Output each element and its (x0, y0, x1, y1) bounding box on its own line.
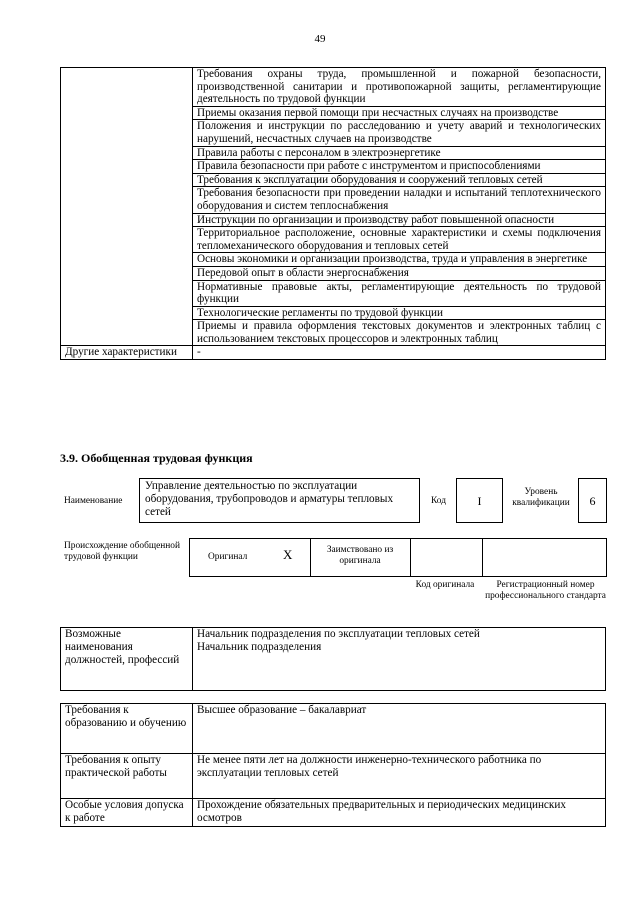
function-name-value: Управление деятельностью по эксплуатации оборудования, трубопроводов и арматуры тепловых сетей (139, 478, 420, 523)
name-label: Наименование (64, 496, 123, 506)
knowledge-item: Правила безопасности при работе с инструментом и приспособлениями (193, 160, 606, 174)
origin-box (189, 538, 607, 577)
positions-label: Возможные наименования должностей, профессий (61, 628, 193, 691)
position-item: Начальник подразделения по эксплуатации тепловых сетей (197, 628, 480, 640)
knowledge-label-cell (61, 68, 193, 346)
origin-code-cell (410, 539, 483, 576)
knowledge-item: Нормативные правовые акты, регламентирующие деятельность по трудовой функции (193, 280, 606, 306)
other-characteristics-value: - (193, 346, 606, 360)
knowledge-item: Инструкции по организации и производству работ повышенной опасности (193, 213, 606, 227)
knowledge-item: Приемы и правила оформления текстовых документов и электронных таблиц с использованием текстовых процессоров и электронных таблиц (193, 320, 606, 346)
requirement-label: Требования к образованию и обучению (61, 704, 193, 754)
knowledge-item: Требования к эксплуатации оборудования и сооружений тепловых сетей (193, 173, 606, 187)
other-characteristics-label: Другие характеристики (61, 346, 193, 360)
borrowed-label: Заимствовано из оригинала (326, 545, 394, 566)
knowledge-item: Технологические регламенты по трудовой функции (193, 306, 606, 320)
code-label: Код (431, 496, 446, 506)
positions-table (60, 627, 606, 691)
knowledge-item: Требования охраны труда, промышленной и пожарной безопасности, производственной санитарии и противопожарной защиты, регламентирующие деятельность по трудовой функции (193, 68, 606, 107)
knowledge-item: Передовой опыт в области энергоснабжения (193, 266, 606, 280)
origin-label: Происхождение обобщенной трудовой функции (64, 541, 180, 562)
section-title: 3.9. Обобщенная трудовая функция (60, 451, 253, 465)
requirement-label: Требования к опыту практической работы (61, 754, 193, 799)
positions-values (193, 628, 606, 691)
knowledge-item: Основы экономики и организации производства, труда и управления в энергетике (193, 253, 606, 267)
requirement-value: Не менее пяти лет на должности инженерно-технического работника по эксплуатации тепловых сетей (193, 754, 606, 799)
position-item: Начальник подразделения (197, 640, 322, 653)
qualification-level-label: Уровень квалификации (512, 487, 570, 508)
origin-borrowed-cell (310, 539, 411, 576)
requirement-label: Особые условия допуска к работе (61, 799, 193, 827)
knowledge-item: Территориальное расположение, основные характеристики и схемы подключения тепломеханического оборудования и тепловых сетей (193, 227, 606, 253)
knowledge-item: Требования безопасности при проведении наладки и испытаний теплотехнического оборудования и систем теплоснабжения (193, 187, 606, 213)
original-label: Оригинал (208, 552, 248, 562)
knowledge-item: Приемы оказания первой помощи при несчастных случаях на производстве (193, 106, 606, 120)
original-mark: X (283, 547, 293, 562)
origin-original-cell (190, 539, 311, 576)
requirement-value: Прохождение обязательных предварительных и периодических медицинских осмотров (193, 799, 606, 827)
knowledge-table (60, 67, 606, 360)
registration-number-caption: Регистрационный номер профессионального стандарта (485, 580, 606, 601)
qualification-level-value: 6 (578, 478, 607, 523)
requirement-value: Высшее образование – бакалавриат (193, 704, 606, 754)
requirements-table (60, 703, 606, 827)
code-original-caption: Код оригинала (415, 580, 475, 590)
knowledge-item: Положения и инструкции по расследованию и учету аварий и технологических нарушений, несчастных случаев на производстве (193, 120, 606, 146)
page-number: 49 (314, 33, 326, 45)
code-value: I (456, 478, 503, 523)
knowledge-item: Правила работы с персоналом в электроэнергетике (193, 146, 606, 160)
